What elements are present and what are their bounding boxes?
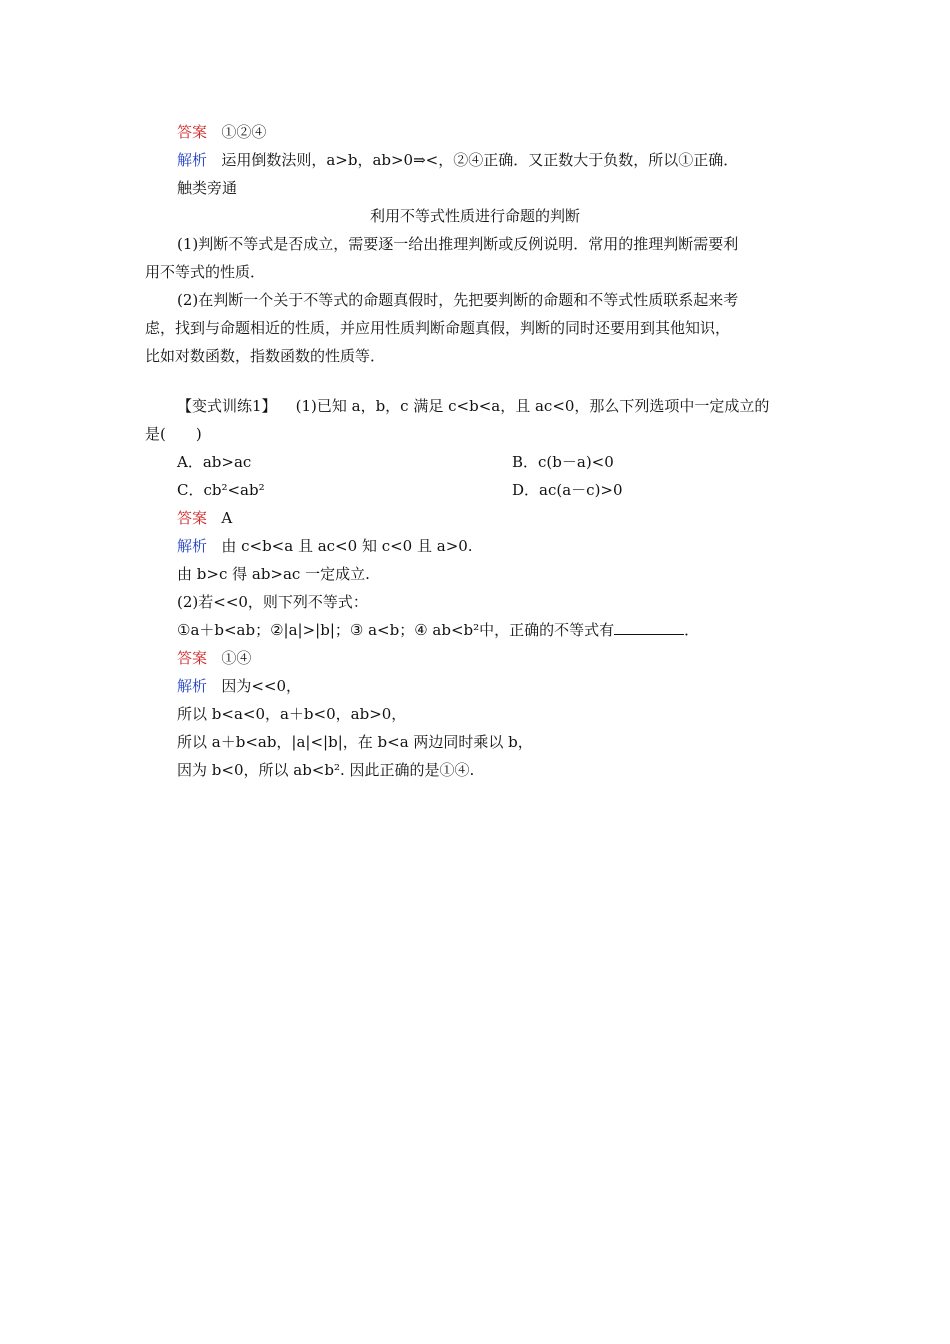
question2-line2: [177, 619, 699, 641]
analysis-line-3d: 因为 b<0，所以 ab<b². 因此正确的是①④.: [177, 761, 475, 779]
question2-text: ①a＋b<ab；②|a|>|b|；③ a<b；④ ab<b²中，正确的不等式有: [177, 621, 615, 639]
answer-label: 答案: [177, 123, 208, 141]
question2-end: ．: [684, 621, 700, 639]
analysis-label: 解析: [177, 151, 208, 169]
question2-line1: (2)若<<0，则下列不等式：: [177, 593, 368, 611]
analysis-text: 由 c<b<a 且 ac<0 知 c<0 且 a>0.: [221, 537, 473, 555]
analysis-line-1: [177, 149, 738, 171]
para1-line1: (1)判断不等式是否成立，需要逐一给出推理判断或反例说明．常用的推理判断需要利: [177, 235, 739, 253]
analysis-line-2b: 由 b>c 得 ab>ac 一定成立.: [177, 565, 370, 583]
exercise-question-line1: [177, 395, 769, 417]
option-a: A．ab>ac: [177, 453, 252, 471]
answer-line-3: [177, 647, 251, 669]
exercise-title: 【变式训练1】: [177, 397, 277, 415]
analysis-label: 解析: [177, 537, 208, 555]
para2-line2: 虑，找到与命题相近的性质，并应用性质判断命题真假，判断的同时还要用到其他知识，: [145, 319, 731, 337]
answer-line-2: [177, 507, 232, 529]
analysis-label: 解析: [177, 677, 208, 695]
answer-line-1: [177, 121, 266, 143]
para2-line3: 比如对数函数，指数函数的性质等．: [145, 347, 386, 365]
answer-label: 答案: [177, 509, 208, 527]
answer-blank: [614, 620, 684, 635]
section-heading: 触类旁通: [177, 179, 238, 197]
option-c: [177, 479, 265, 501]
analysis-line-2: [177, 535, 473, 557]
option-b: B．c(b－a)<0: [512, 453, 614, 471]
para2-line1: (2)在判断一个关于不等式的命题真假时，先把要判断的命题和不等式性质联系起来考: [177, 291, 739, 309]
answer-value: ①②④: [221, 123, 267, 141]
answer-value: ①④: [221, 649, 252, 667]
analysis-text: 运用倒数法则，a>b，ab>0⇒<，②④正确．又正数大于负数，所以①正确．: [221, 151, 739, 169]
option-c-text: C．cb²<ab²: [177, 481, 265, 499]
section-title: 利用不等式性质进行命题的判断: [369, 207, 580, 225]
question1-text: (1)已知 a，b，c 满足 c<b<a，且 ac<0，那么下列选项中一定成立的: [295, 397, 770, 415]
analysis-line-3: [177, 675, 301, 697]
analysis-line-3c: 所以 a＋b<ab，|a|<|b|，在 b<a 两边同时乘以 b，: [177, 733, 533, 751]
para1-line2: 用不等式的性质．: [145, 263, 266, 281]
answer-value: A: [221, 509, 233, 527]
question1-line2: 是( ): [145, 425, 202, 443]
option-d: D．ac(a－c)>0: [512, 481, 623, 499]
analysis-text: 因为<<0，: [221, 677, 302, 695]
answer-label: 答案: [177, 649, 208, 667]
analysis-line-3b: 所以 b<a<0，a＋b<0，ab>0，: [177, 705, 407, 723]
